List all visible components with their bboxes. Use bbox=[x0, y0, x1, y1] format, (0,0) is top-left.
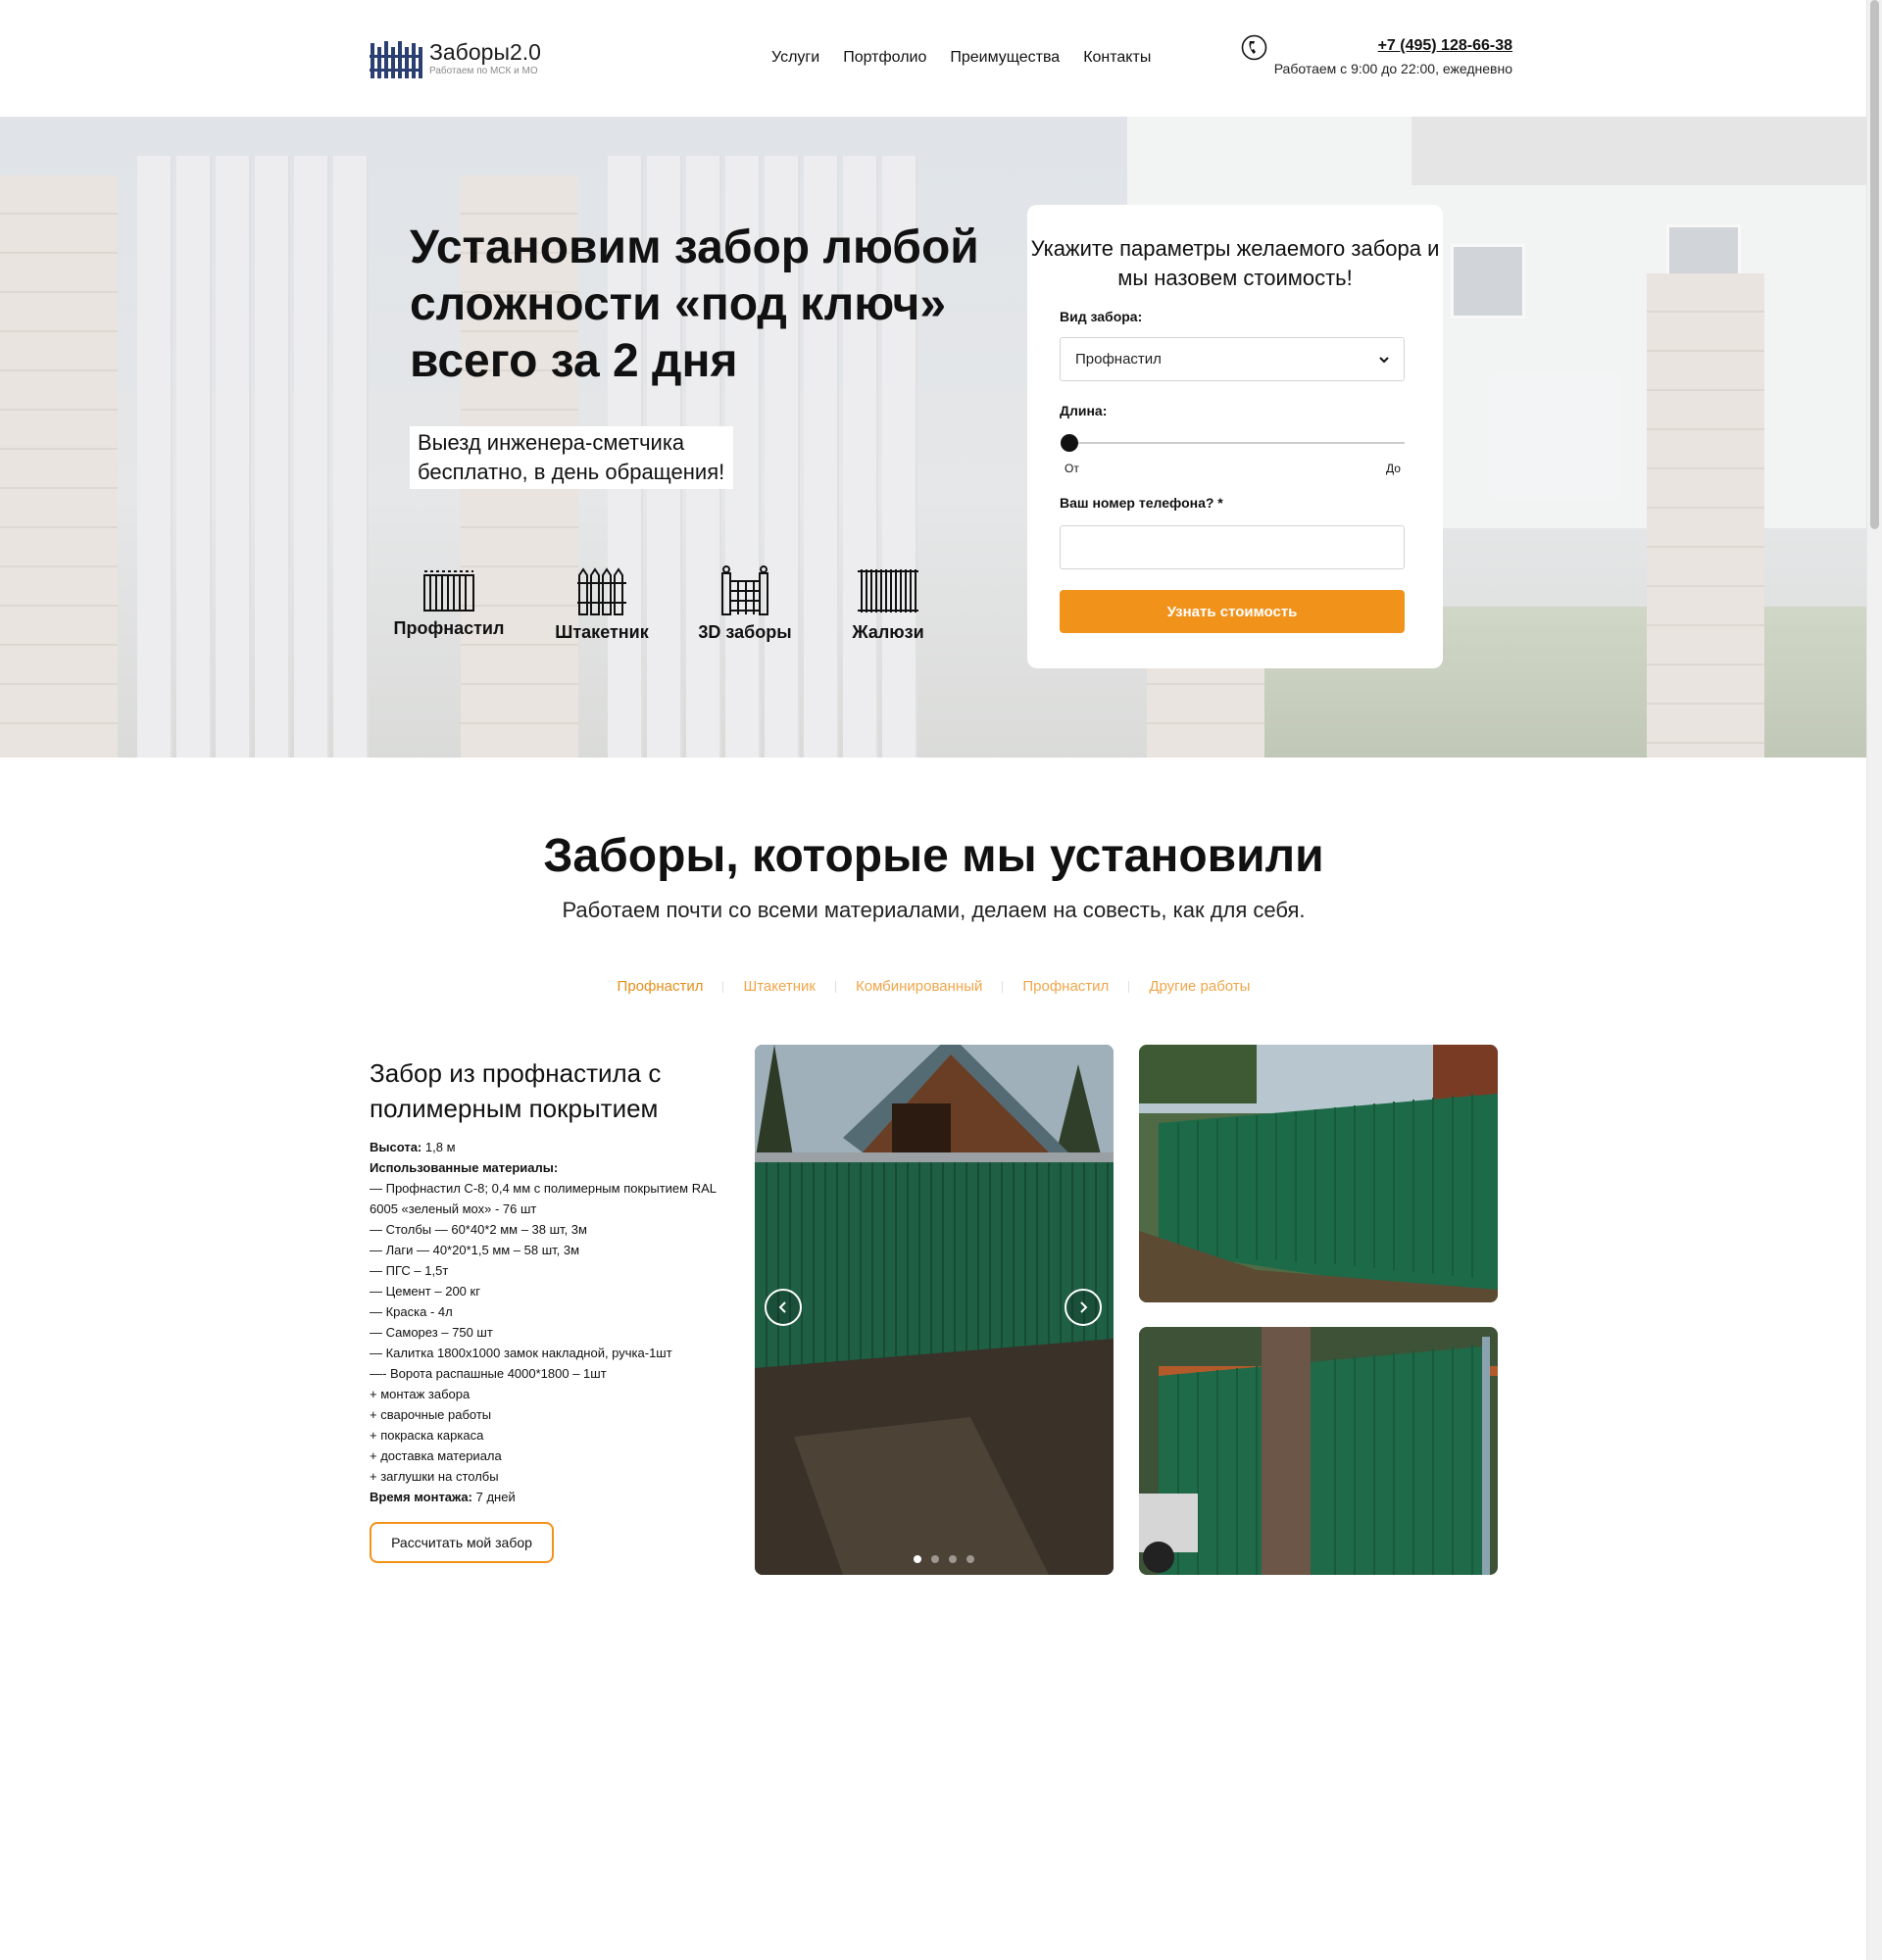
hero-section bbox=[0, 117, 1867, 758]
material-line: — Профнастил С-8; 0,4 мм с полимерным покрытием RAL 6005 «зеленый мох» - 76 шт bbox=[370, 1181, 717, 1216]
fence-photo-3 bbox=[1139, 1327, 1498, 1575]
arrow-right-icon bbox=[1076, 1300, 1090, 1314]
height-value: 1,8 м bbox=[424, 1140, 456, 1154]
material-line: — Лаги — 40*20*1,5 мм – 58 шт, 3м bbox=[370, 1243, 580, 1257]
hero-subtitle: Выезд инженера-сметчика бесплатно, в день обращения! bbox=[410, 426, 733, 489]
work-description bbox=[370, 1137, 722, 1507]
tab-profnastil[interactable]: Профнастил bbox=[617, 978, 704, 995]
fence-type-profnastil[interactable] bbox=[390, 567, 508, 639]
get-price-button[interactable]: Узнать стоимость bbox=[1060, 590, 1405, 633]
fence-type-selected: Профнастил bbox=[1075, 351, 1162, 368]
material-line: — ПГС – 1,5т bbox=[370, 1263, 449, 1278]
fence-type-3d[interactable] bbox=[686, 564, 804, 643]
form-title: Укажите параметры желаемого забора и мы назовем стоимость! bbox=[1030, 236, 1440, 290]
portfolio-title: Заборы, которые мы установили bbox=[543, 830, 1324, 882]
work-photo-slider[interactable] bbox=[755, 1045, 1114, 1575]
material-line: — Калитка 1800х1000 замок накладной, ручка-1шт bbox=[370, 1346, 672, 1360]
fence-type-label: Профнастил bbox=[393, 618, 505, 638]
work-photo-3[interactable] bbox=[1139, 1327, 1498, 1575]
phone-label: Ваш номер телефона? * bbox=[1060, 495, 1223, 511]
logo[interactable] bbox=[370, 37, 566, 82]
material-line: — Краска - 4л bbox=[370, 1304, 453, 1319]
material-line: + покраска каркаса bbox=[370, 1428, 484, 1443]
logo-subtitle: Работаем по МСК и МО bbox=[429, 66, 538, 76]
material-line: + доставка материала bbox=[370, 1448, 502, 1463]
fence-type-label: 3D заборы bbox=[698, 622, 792, 642]
main-nav bbox=[771, 49, 1151, 67]
logo-title: Заборы2.0 bbox=[429, 39, 541, 65]
phone-link[interactable]: +7 (495) 128-66-38 bbox=[1377, 37, 1512, 54]
material-line: + заглушки на столбы bbox=[370, 1469, 499, 1484]
slider-prev-button[interactable] bbox=[765, 1289, 802, 1326]
slider-max-label: До bbox=[1386, 462, 1401, 475]
portfolio-tabs bbox=[0, 978, 1867, 995]
tab-other-works[interactable]: Другие работы bbox=[1149, 978, 1251, 995]
slider-dot[interactable] bbox=[966, 1555, 974, 1563]
slider-dots bbox=[914, 1555, 974, 1563]
material-line: —- Ворота распашные 4000*1800 – 1шт bbox=[370, 1366, 607, 1381]
fence-photo-2 bbox=[1139, 1045, 1498, 1302]
slider-dot[interactable] bbox=[949, 1555, 957, 1563]
material-line: — Саморез – 750 шт bbox=[370, 1325, 493, 1340]
material-line: + монтаж забора bbox=[370, 1387, 470, 1401]
tab-shtaketnik[interactable]: Штакетник bbox=[743, 978, 816, 995]
nav-portfolio[interactable]: Портфолио bbox=[843, 49, 927, 66]
fence-logo-icon bbox=[370, 37, 422, 78]
work-photo-2[interactable] bbox=[1139, 1045, 1498, 1302]
fence-photo-main bbox=[755, 1045, 1114, 1575]
site-header bbox=[0, 0, 1867, 117]
work-title: Забор из профнастила с полимерным покрытием bbox=[370, 1058, 662, 1123]
hero-title: Установим забор любой сложности «под ключ» всего за 2 дня bbox=[410, 221, 979, 387]
length-label: Длина: bbox=[1060, 403, 1108, 418]
tab-profnastil-2[interactable]: Профнастил bbox=[1022, 978, 1110, 995]
fence-type-select[interactable] bbox=[1060, 337, 1405, 381]
zhaluzi-icon bbox=[856, 564, 920, 616]
fence-type-label: Вид забора: bbox=[1060, 309, 1143, 324]
page-scrollbar[interactable] bbox=[1866, 0, 1882, 1960]
install-time-label: Время монтажа: bbox=[370, 1490, 472, 1504]
nav-contacts[interactable]: Контакты bbox=[1083, 49, 1152, 66]
working-hours: Работаем с 9:00 до 22:00, ежедневно bbox=[1273, 61, 1512, 76]
fence-type-zhaluzi[interactable] bbox=[829, 564, 947, 643]
material-line: — Цемент – 200 кг bbox=[370, 1284, 480, 1298]
chevron-down-icon bbox=[1378, 354, 1390, 366]
fence-type-label: Штакетник bbox=[555, 622, 649, 642]
shtaketnik-icon bbox=[575, 564, 628, 616]
profnastil-icon bbox=[422, 567, 475, 612]
slider-min-label: От bbox=[1065, 462, 1079, 475]
material-line: + сварочные работы bbox=[370, 1407, 492, 1422]
portfolio-subtitle: Работаем почти со всеми материалами, делаем на совесть, как для себя. bbox=[562, 898, 1306, 922]
install-time-value: 7 дней bbox=[475, 1490, 516, 1504]
materials-label: Использованные материалы: bbox=[370, 1160, 559, 1175]
length-slider-handle[interactable] bbox=[1061, 434, 1078, 452]
phone-icon bbox=[1241, 34, 1267, 61]
fence-type-shtaketnik[interactable] bbox=[543, 564, 661, 643]
quote-form bbox=[1027, 205, 1443, 668]
height-label: Высота: bbox=[370, 1140, 422, 1154]
fence-type-label: Жалюзи bbox=[852, 622, 924, 642]
calculate-fence-button[interactable]: Рассчитать мой забор bbox=[370, 1522, 554, 1563]
tab-combined[interactable]: Комбинированный bbox=[855, 978, 983, 995]
3d-fence-icon bbox=[718, 564, 771, 616]
scrollbar-thumb[interactable] bbox=[1870, 0, 1879, 529]
nav-advantages[interactable]: Преимущества bbox=[950, 49, 1061, 66]
nav-services[interactable]: Услуги bbox=[771, 49, 820, 66]
slider-dot[interactable] bbox=[914, 1555, 921, 1563]
fence-types bbox=[393, 567, 959, 656]
length-slider-track[interactable] bbox=[1066, 442, 1405, 444]
arrow-left-icon bbox=[776, 1300, 790, 1314]
slider-next-button[interactable] bbox=[1065, 1289, 1102, 1326]
material-line: — Столбы — 60*40*2 мм – 38 шт, 3м bbox=[370, 1222, 587, 1237]
phone-input[interactable] bbox=[1060, 525, 1405, 569]
slider-dot[interactable] bbox=[931, 1555, 939, 1563]
